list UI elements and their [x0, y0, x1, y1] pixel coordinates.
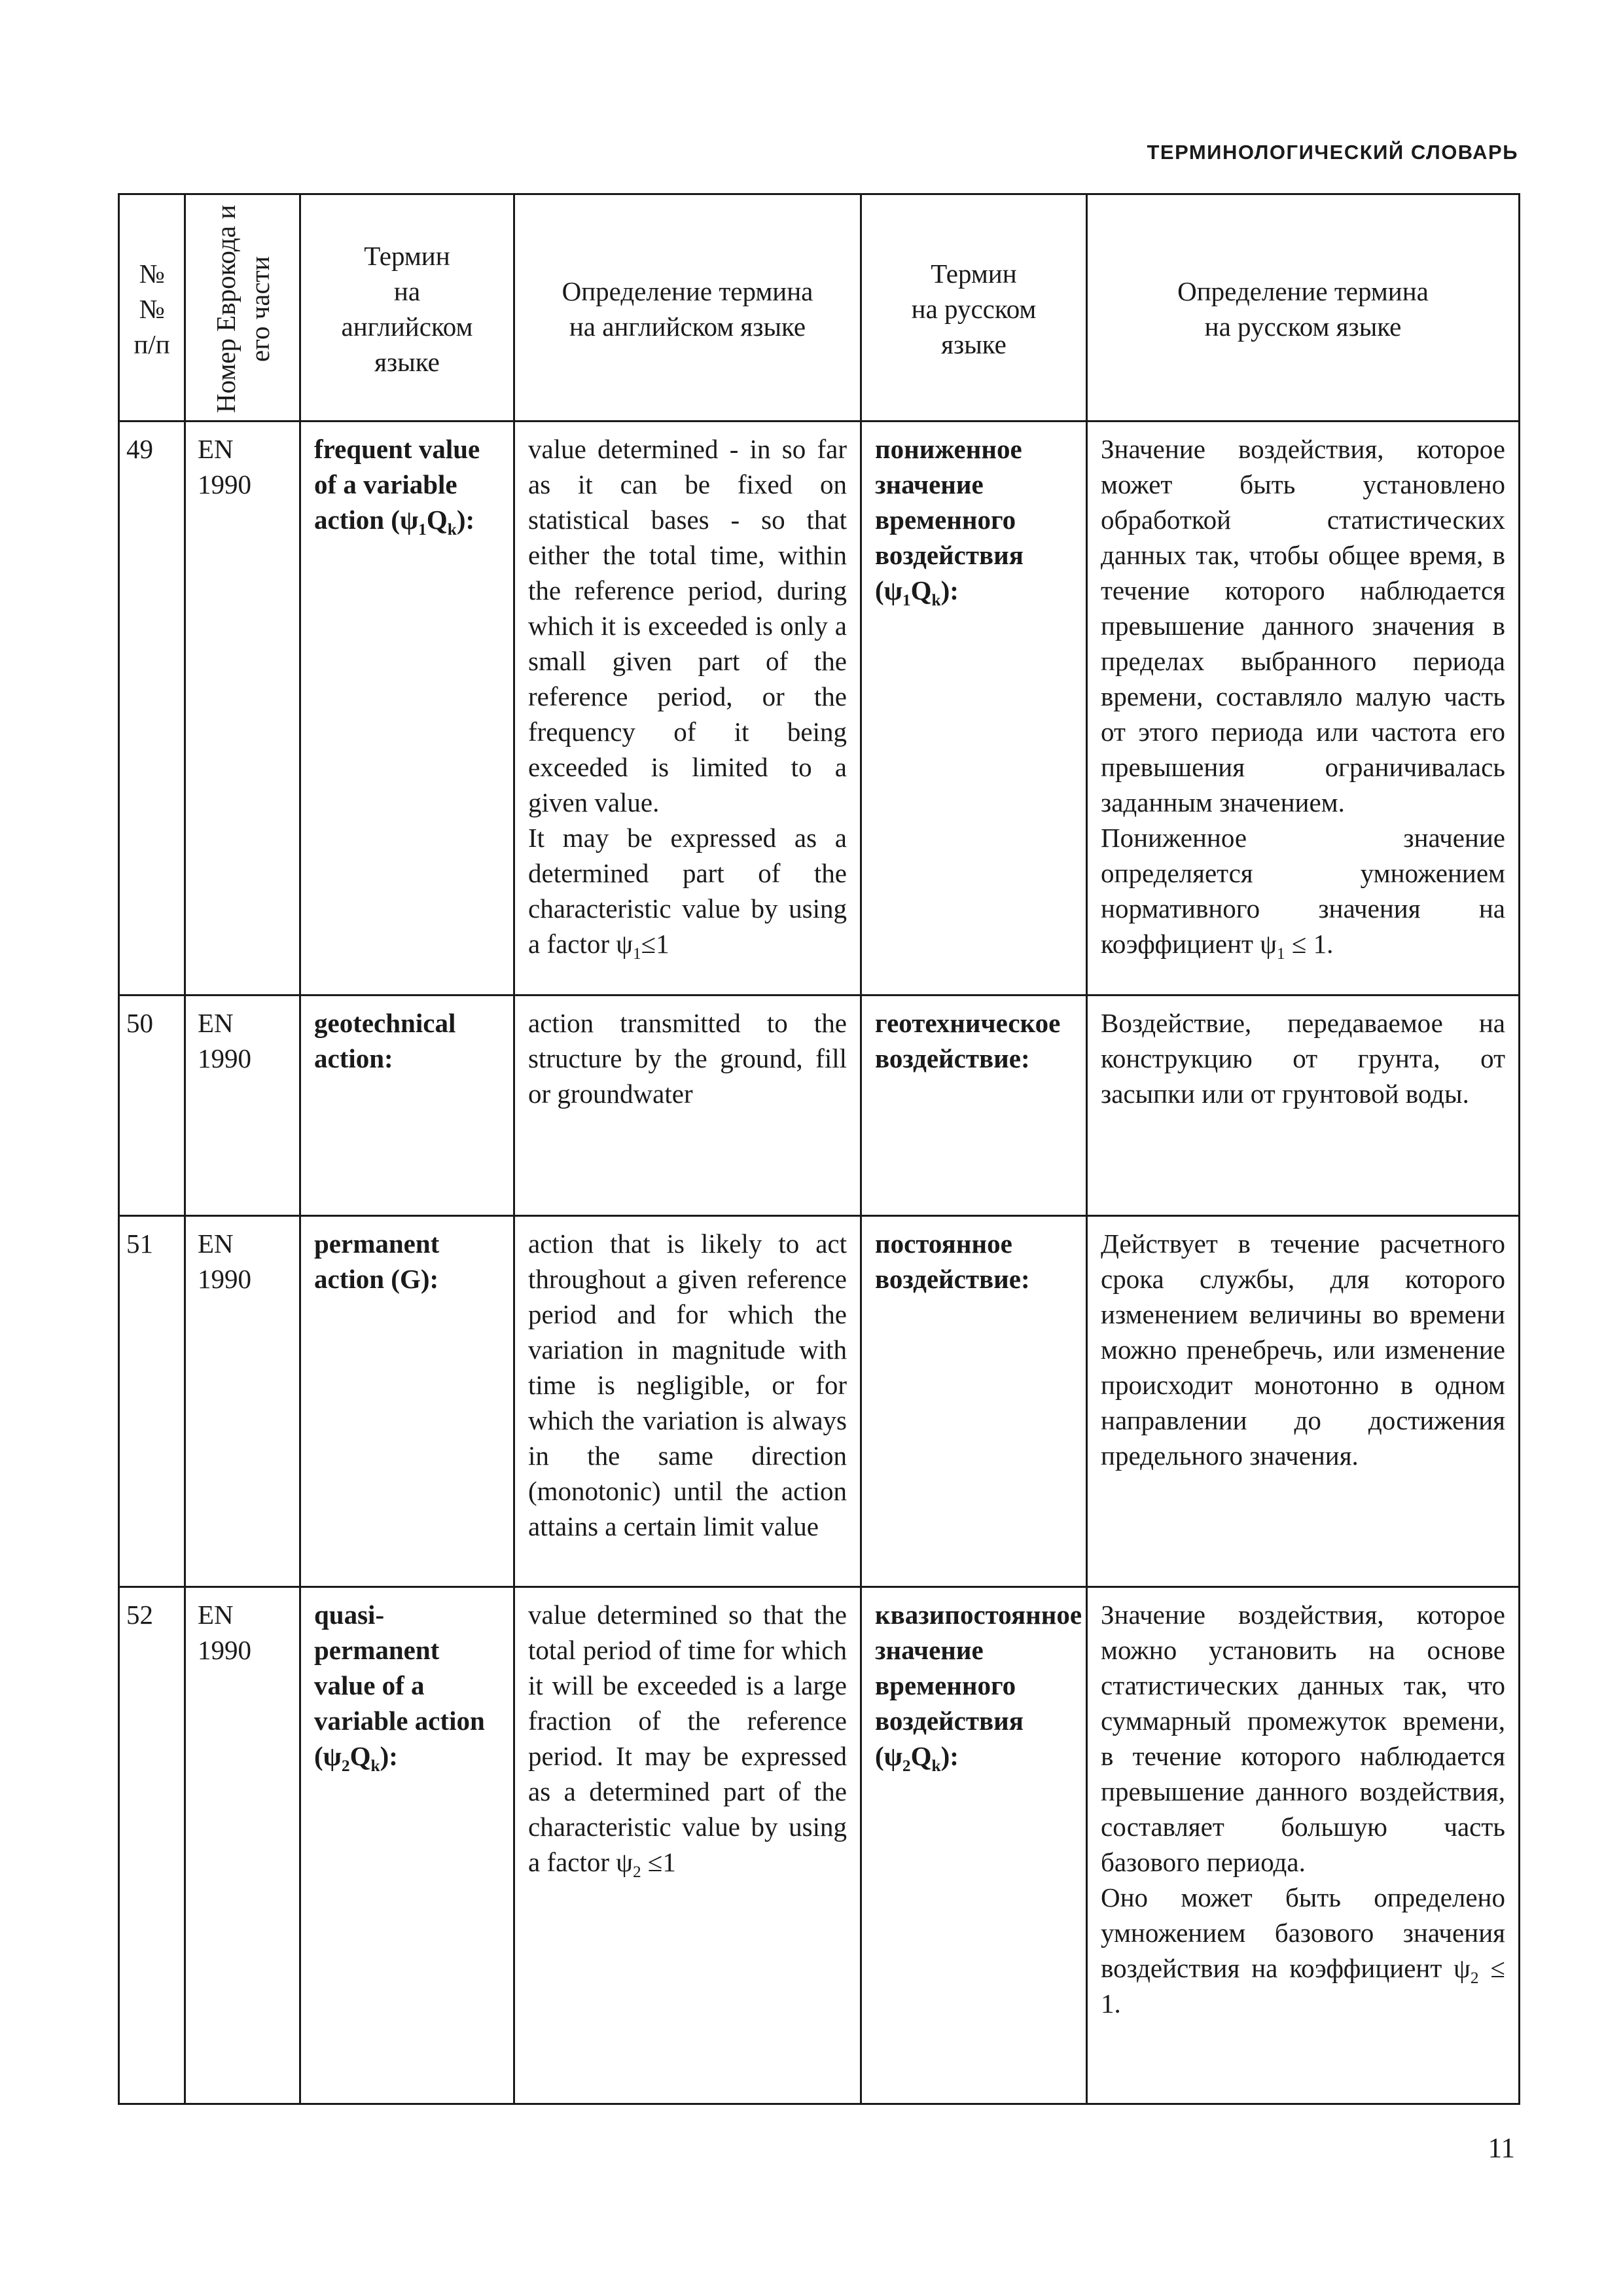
header-def-ru: Определение термина на русском языке — [1087, 194, 1520, 422]
table-row — [119, 1216, 1520, 1587]
header-term-ru: Термин на русском языке — [861, 194, 1087, 422]
row-number: 52 — [119, 1587, 185, 2104]
row-def-en: action that is likely to act throughout a given reference period and for which the variation in magnitude with time is negligible, or for which the variation is always in the same direction (monotonic) until the action attains a certain limit value — [514, 1216, 861, 1587]
row-term-en: frequent value of a variable action $(\psi_1Q_k)$: — [300, 422, 514, 996]
page-number: 11 — [1488, 2133, 1515, 2164]
def-en-text: value determined - in so far as it can be fixed on statistical bases - so that either the total time, within the reference period, during which it is exceeded is only a small given part of the reference period, or the frequency of it being exceeded is limited to a given value. — [528, 434, 847, 817]
def-ru-text-2: Пониженное значение определяется умножением нормативного значения на коэффициент $\psi_1 \le 1$. — [1101, 823, 1505, 963]
table-row — [119, 422, 1520, 996]
row-def-en: action transmitted to the structure by the ground, fill or groundwater — [514, 996, 861, 1216]
def-ru-text: Значение воздействия, которое можно установить на основе статистических данных так, что суммарный промежуток времени, в течение которого наблюдается превышение данного воздействия, составляет большую часть базового периода. — [1101, 1600, 1505, 1877]
row-term-en: geotechnical action: — [300, 996, 514, 1216]
row-def-ru — [1087, 1587, 1520, 2104]
header-row — [119, 194, 1520, 422]
row-term-ru: постоянное воздействие: — [861, 1216, 1087, 1587]
row-term-ru: геотехническое воздействие: — [861, 996, 1087, 1216]
table-row — [119, 1587, 1520, 2104]
row-term-en: permanent action (G): — [300, 1216, 514, 1587]
row-def-en — [514, 422, 861, 996]
table-row — [119, 996, 1520, 1216]
row-def-ru — [1087, 422, 1520, 996]
def-ru-text: Значение воздействия, которое может быть установлено обработкой статистических данных так, чтобы общее время, в течение которого наблюдается превышение данного значения в пределах выбранного периода времени, составляло малую часть от этого периода или частота его превышения ограничивалась заданным значением. — [1101, 434, 1505, 817]
row-term-ru: квазипостоянное значение временного воздействия $(\psi_2Q_k)$: — [861, 1587, 1087, 2104]
row-def-ru: Воздействие, передаваемое на конструкцию от грунта, от засыпки или от грунтовой воды. — [1087, 996, 1520, 1216]
row-source: EN 1990 — [185, 1587, 300, 2104]
running-head: ТЕРМИНОЛОГИЧЕСКИЙ СЛОВАРЬ — [1147, 141, 1518, 164]
def-ru-text-2: Оно может быть определено умножением базового значения воздействия на коэффициент $\psi_2 \le 1$. — [1101, 1882, 1505, 2018]
row-number: 50 — [119, 996, 185, 1216]
row-source: EN 1990 — [185, 422, 300, 996]
header-term-en: Термин на английском языке — [300, 194, 514, 422]
row-term-ru: пониженное значение временного воздействия $(\psi_1Q_k)$: — [861, 422, 1087, 996]
row-number: 49 — [119, 422, 185, 996]
row-def-ru: Действует в течение расчетного срока службы, для которого изменением величины во времени можно пренебречь, или изменение происходит монотонно в одном направлении до достижения предельного значения. — [1087, 1216, 1520, 1587]
row-term-en: quasi-permanent value of a variable action $(\psi_2Q_k)$: — [300, 1587, 514, 2104]
row-def-en: value determined so that the total period of time for which it will be exceeded is a large fraction of the reference period. It may be expressed as a determined part of the characteristic value by using a factor $\psi_2 \le 1$ — [514, 1587, 861, 2104]
glossary-table — [118, 193, 1520, 2105]
row-number: 51 — [119, 1216, 185, 1587]
row-source: EN 1990 — [185, 1216, 300, 1587]
def-en-text-2: It may be expressed as a determined part of the characteristic value by using a factor $\psi_1\le 1$ — [528, 823, 847, 963]
header-def-en: Определение термина на английском языке — [514, 194, 861, 422]
header-source: Номер Еврокода и его части — [185, 194, 300, 422]
row-source: EN 1990 — [185, 996, 300, 1216]
header-num: №№ п/п — [119, 194, 185, 422]
